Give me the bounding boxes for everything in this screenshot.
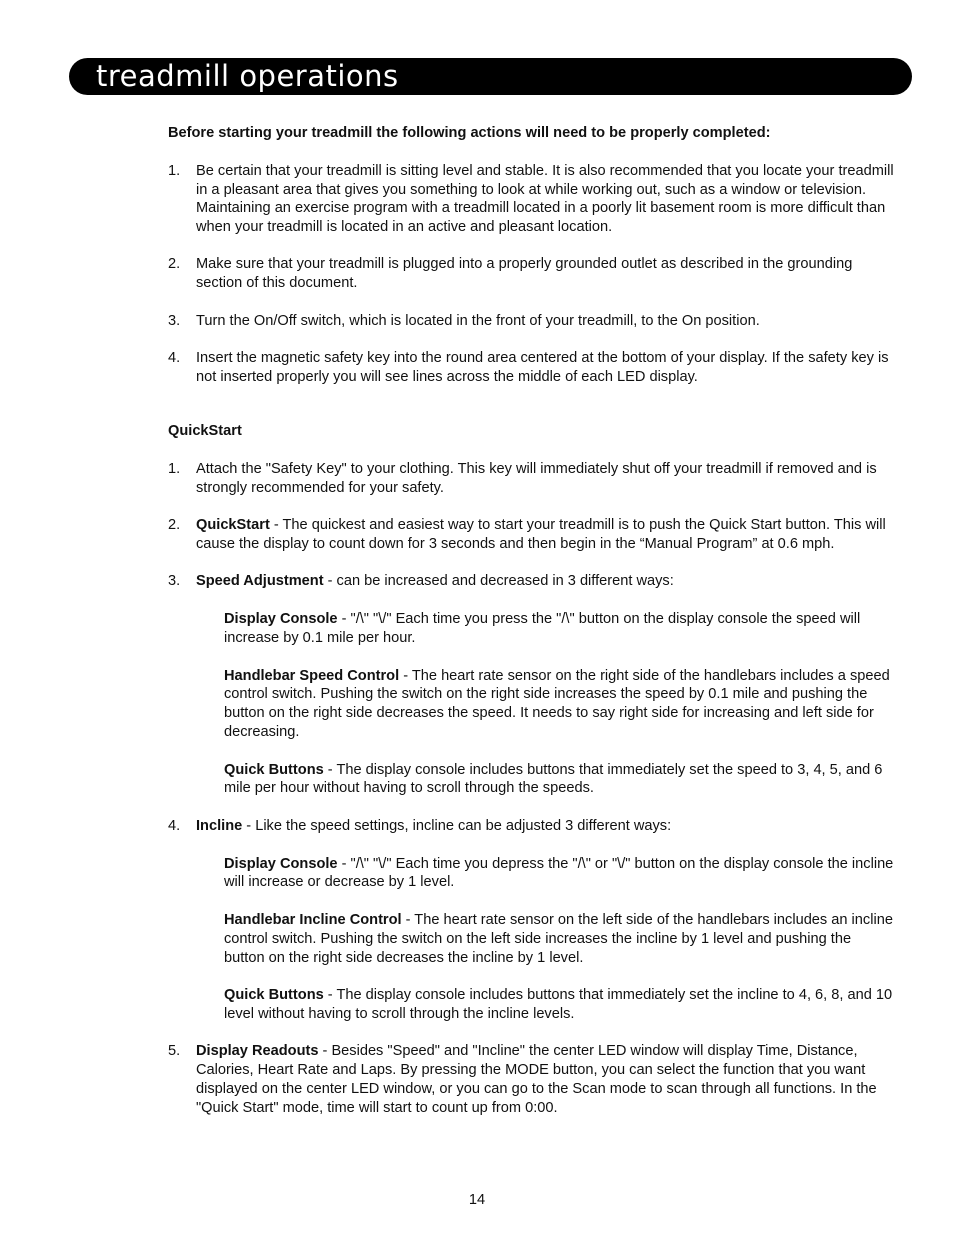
item-term: QuickStart xyxy=(196,517,270,534)
step-text: Be certain that your treadmill is sitting level and stable. It is also recommended that you locate your treadmill in a pleasant area that gives you something to look at while working out, such as a window or television. Maintaining an exercise program with a treadmill located in a poorly lit basement room is more difficult than when your treadmill is located in an active and pleasant location. xyxy=(196,162,894,236)
step-number: 1. xyxy=(168,162,181,179)
sub-paragraph xyxy=(224,911,894,967)
item-text: - can be increased and decreased in 3 different ways: xyxy=(323,573,674,590)
quickstart-item xyxy=(168,460,894,498)
speed-methods xyxy=(224,610,894,798)
step-text: Turn the On/Off switch, which is located in the front of your treadmill, to the On position. xyxy=(196,312,760,329)
setup-step xyxy=(168,349,894,387)
setup-step xyxy=(168,312,894,331)
step-number: 2. xyxy=(168,256,181,273)
incline-methods xyxy=(224,855,894,1024)
item-text: - The quickest and easiest way to start your treadmill is to push the Quick Start button. This will cause the display to count down for 3 seconds and then begin in the “Manual Program” at 0.6 mph. xyxy=(196,517,886,553)
setup-step xyxy=(168,162,894,237)
item-text: - Like the speed settings, incline can be adjusted 3 different ways: xyxy=(242,817,672,834)
setup-steps-list xyxy=(168,162,894,387)
sub-term: Display Console xyxy=(224,611,338,628)
sub-term: Display Console xyxy=(224,855,338,872)
sub-text: - "/\" "\/" Each time you depress the "/\" or "\/" button on the display console the incline will increase or decrease by 1 level. xyxy=(224,855,894,891)
item-number: 1. xyxy=(168,461,181,478)
sub-term: Handlebar Incline Control xyxy=(224,911,402,928)
sub-text: - "/\" "\/" Each time you press the "/\" button on the display console the speed will increase by 0.1 mile per hour. xyxy=(224,611,861,647)
quickstart-item xyxy=(168,516,894,554)
item-number: 5. xyxy=(168,1043,181,1060)
sub-paragraph xyxy=(224,855,894,893)
step-number: 3. xyxy=(168,312,181,329)
sub-text: - The heart rate sensor on the right side of the handlebars includes a speed control switch. Pushing the switch on the right side increases the speed by 0.1 mile and pushing the button on the right side decreases the speed. It needs to say right side for increasing and left side for decreasing. xyxy=(224,667,890,741)
sub-term: Quick Buttons xyxy=(224,987,324,1004)
page-number: 14 xyxy=(468,1192,486,1208)
item-text: Attach the "Safety Key" to your clothing. This key will immediately shut off your treadmill if removed and is strongly recommended for your safety. xyxy=(196,461,877,497)
section-title: treadmill operations xyxy=(96,59,399,93)
setup-step xyxy=(168,255,894,293)
quickstart-item xyxy=(168,1042,894,1117)
step-text: Insert the magnetic safety key into the round area centered at the bottom of your display. If the safety key is not inserted properly you will see lines across the middle of each LED display. xyxy=(196,349,889,385)
quickstart-list xyxy=(168,460,894,1117)
item-number: 2. xyxy=(168,517,181,534)
page-content xyxy=(168,124,894,1136)
quickstart-item xyxy=(168,817,894,1024)
section-header-bar xyxy=(69,58,912,95)
step-text: Make sure that your treadmill is plugged into a properly grounded outlet as described in the grounding section of this document. xyxy=(196,256,853,292)
sub-paragraph xyxy=(224,761,894,799)
sub-paragraph xyxy=(224,986,894,1024)
step-number: 4. xyxy=(168,349,181,366)
item-text: - Besides "Speed" and "Incline" the center LED window will display Time, Distance, Calories, Heart Rate and Laps. By pressing the MODE button, you can select the function that you want displayed on the center LED window, or you can go to the Scan mode to scan through all functions. In the "Quick Start" mode, time will start to count up from 0:00. xyxy=(196,1043,877,1116)
item-term: Display Readouts xyxy=(196,1043,319,1060)
sub-paragraph xyxy=(224,667,894,742)
item-number: 3. xyxy=(168,573,181,590)
sub-term: Quick Buttons xyxy=(224,761,324,778)
sub-paragraph xyxy=(224,610,894,648)
intro-text: Before starting your treadmill the following actions will need to be properly completed: xyxy=(168,125,771,141)
sub-text: - The display console includes buttons that immediately set the incline to 4, 6, 8, and 10 level without having to scroll through the incline levels. xyxy=(224,987,893,1022)
sub-term: Handlebar Speed Control xyxy=(224,667,400,684)
sub-text: - The display console includes buttons that immediately set the speed to 3, 4, 5, and 6 mile per hour without having to scroll through the speeds. xyxy=(224,761,883,797)
sub-text: - The heart rate sensor on the left side of the handlebars includes an incline control switch. Pushing the switch on the left side increases the incline by 1 level and pushing the button on the right side decreases the incline by 1 level. xyxy=(224,911,893,966)
item-term: Speed Adjustment xyxy=(196,573,324,590)
item-term: Incline xyxy=(196,817,243,834)
quickstart-heading: QuickStart xyxy=(168,423,242,440)
item-number: 4. xyxy=(168,817,181,834)
quickstart-item xyxy=(168,572,894,798)
